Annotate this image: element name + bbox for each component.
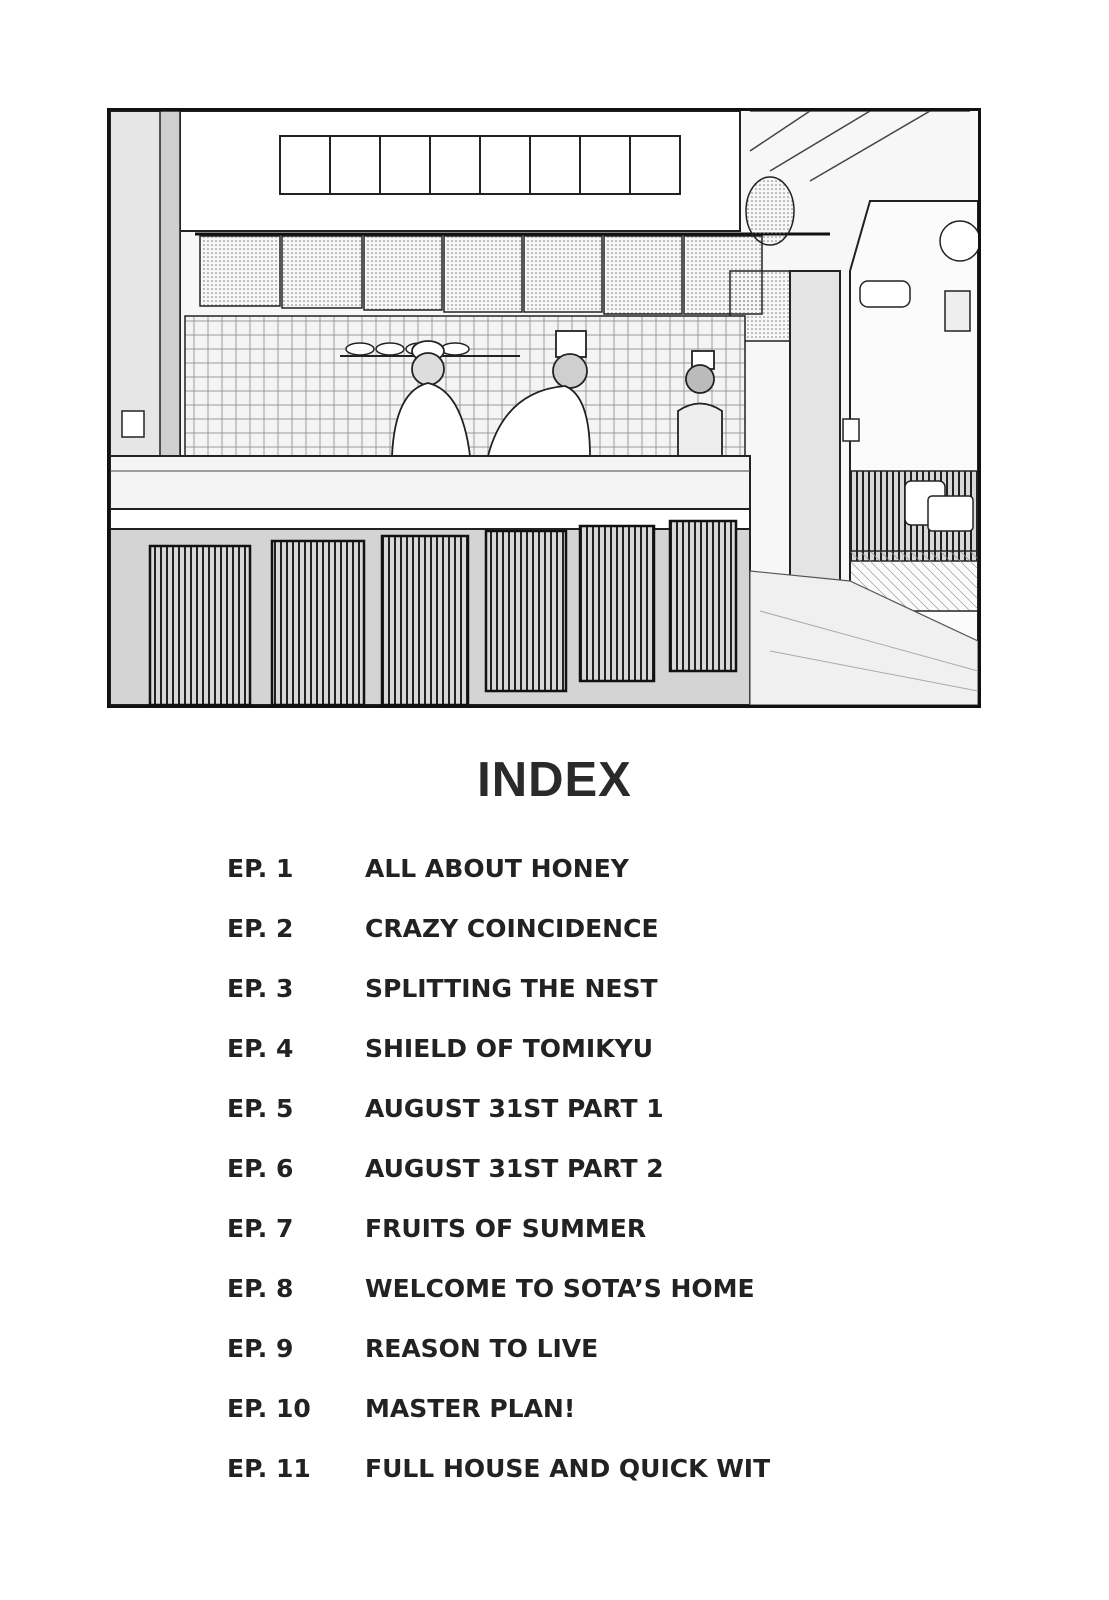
list-item-ep-4 bbox=[227, 1018, 987, 1078]
episode-title: FRUITS OF SUMMER bbox=[365, 1213, 647, 1243]
episode-number: EP. 5 bbox=[227, 1093, 294, 1123]
episode-title: CRAZY COINCIDENCE bbox=[365, 913, 659, 943]
episode-number: EP. 9 bbox=[227, 1333, 294, 1363]
list-item-ep-5 bbox=[227, 1078, 987, 1138]
episode-title: AUGUST 31ST PART 1 bbox=[365, 1093, 664, 1123]
episode-number: EP. 2 bbox=[227, 913, 294, 943]
episode-number: EP. 11 bbox=[227, 1453, 311, 1483]
episode-title: REASON TO LIVE bbox=[365, 1333, 599, 1363]
episode-index-list bbox=[227, 838, 987, 1498]
episode-title: FULL HOUSE AND QUICK WIT bbox=[365, 1453, 771, 1483]
manga-illustration-panel bbox=[107, 108, 981, 708]
episode-number: EP. 10 bbox=[227, 1393, 311, 1423]
list-item-ep-1 bbox=[227, 838, 987, 898]
page-title: INDEX bbox=[477, 753, 632, 807]
episode-number: EP. 8 bbox=[227, 1273, 294, 1303]
episode-title: SHIELD OF TOMIKYU bbox=[365, 1033, 653, 1063]
episode-title: AUGUST 31ST PART 2 bbox=[365, 1153, 664, 1183]
list-item-ep-9 bbox=[227, 1318, 987, 1378]
list-item-ep-3 bbox=[227, 958, 987, 1018]
list-item-ep-7 bbox=[227, 1198, 987, 1258]
episode-number: EP. 1 bbox=[227, 853, 294, 883]
list-item-ep-11 bbox=[227, 1438, 987, 1498]
episode-title: ALL ABOUT HONEY bbox=[365, 853, 629, 883]
kitchen-scene-drawing bbox=[110, 111, 978, 705]
list-item-ep-10 bbox=[227, 1378, 987, 1438]
episode-title: MASTER PLAN! bbox=[365, 1393, 576, 1423]
episode-number: EP. 7 bbox=[227, 1213, 294, 1243]
episode-title: WELCOME TO SOTA’S HOME bbox=[365, 1273, 755, 1303]
episode-number: EP. 3 bbox=[227, 973, 294, 1003]
list-item-ep-8 bbox=[227, 1258, 987, 1318]
list-item-ep-2 bbox=[227, 898, 987, 958]
list-item-ep-6 bbox=[227, 1138, 987, 1198]
episode-number: EP. 6 bbox=[227, 1153, 294, 1183]
episode-title: SPLITTING THE NEST bbox=[365, 973, 658, 1003]
episode-number: EP. 4 bbox=[227, 1033, 294, 1063]
